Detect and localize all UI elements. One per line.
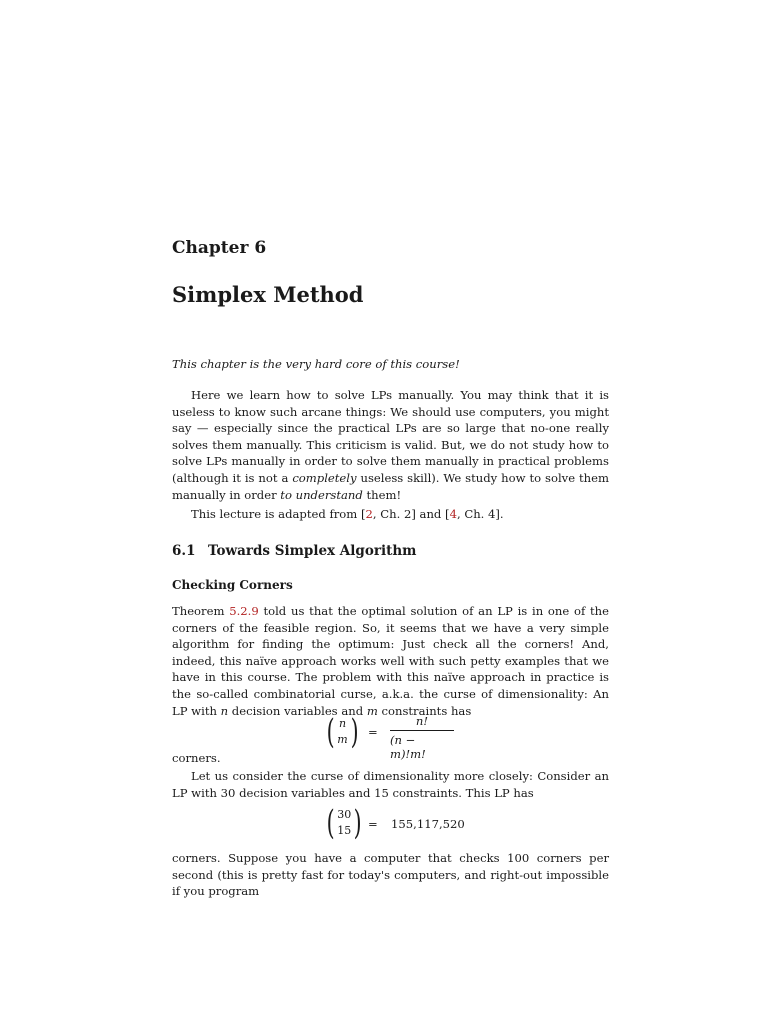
intro-paragraph-2: This lecture is adapted from [2, Ch. 2] and [4, Ch. 4]. bbox=[191, 507, 504, 521]
binomial-bottom: 15 bbox=[337, 824, 352, 837]
binomial-value-equation bbox=[172, 804, 609, 844]
section-number: 6.1 bbox=[172, 543, 196, 559]
intro-paragraph-1: Here we learn how to solve LPs manually. You may think that it is useless to know such arcane things: We should use computers, you might say — especially since the practical LPs are so large that no-one really solves them manually. This criticism is valid. But, we do not study how to solve LPs manually in order to solve them manually in practical problems (although it is not a completely useless skill). We study how to solve them manually in order to understand them! bbox=[172, 388, 609, 502]
fraction-numerator: n! bbox=[415, 714, 429, 728]
binomial-top: 30 bbox=[337, 808, 352, 821]
binomial-value: 155,117,520 bbox=[391, 817, 465, 831]
equals-sign: = bbox=[368, 725, 378, 739]
subsection-heading: Checking Corners bbox=[172, 578, 293, 592]
body-paragraph-theorem: Theorem 5.2.9 told us that the optimal solution of an LP is in one of the corners of the feasible region. So, it seems that we have a very simple algorithm for finding the optimum: Just check all the corners! And, indeed, this naïve approach works well with such petty examples that we have in this course. The problem with this naïve approach in practice is the so-called combinatorial curse, a.k.a. the curse of dimensionality: An LP with n decision variables and m constraints has bbox=[172, 604, 609, 718]
body-paragraph-computer: corners. Suppose you have a computer that checks 100 corners per second (this is pretty fast for today's computers, and right-out impossible if you program bbox=[172, 851, 609, 899]
chapter-title: Simplex Method bbox=[172, 282, 364, 307]
section-title: Towards Simplex Algorithm bbox=[208, 543, 417, 559]
chapter-label: Chapter 6 bbox=[172, 238, 267, 258]
binomial-bottom: m bbox=[337, 733, 348, 746]
citation-link[interactable]: 2 bbox=[365, 507, 373, 521]
body-paragraph-corners: corners. bbox=[172, 751, 221, 765]
binomial-coefficient: ( 30 15 ) bbox=[326, 803, 362, 843]
theorem-reference-link[interactable]: 5.2.9 bbox=[229, 604, 259, 618]
binomial-coefficient: ( n m ) bbox=[326, 712, 359, 752]
chapter-epigraph: This chapter is the very hard core of this course! bbox=[172, 357, 460, 371]
body-paragraph-curse: Let us consider the curse of dimensionality more closely: Consider an LP with 30 decision variables and 15 constraints. This LP has bbox=[172, 769, 609, 800]
section-heading bbox=[172, 543, 416, 559]
fraction-denominator: (n − m)!m! bbox=[390, 730, 454, 761]
equals-sign: = bbox=[368, 817, 378, 831]
citation-link[interactable]: 4 bbox=[449, 507, 457, 521]
binomial-top: n bbox=[338, 717, 347, 730]
